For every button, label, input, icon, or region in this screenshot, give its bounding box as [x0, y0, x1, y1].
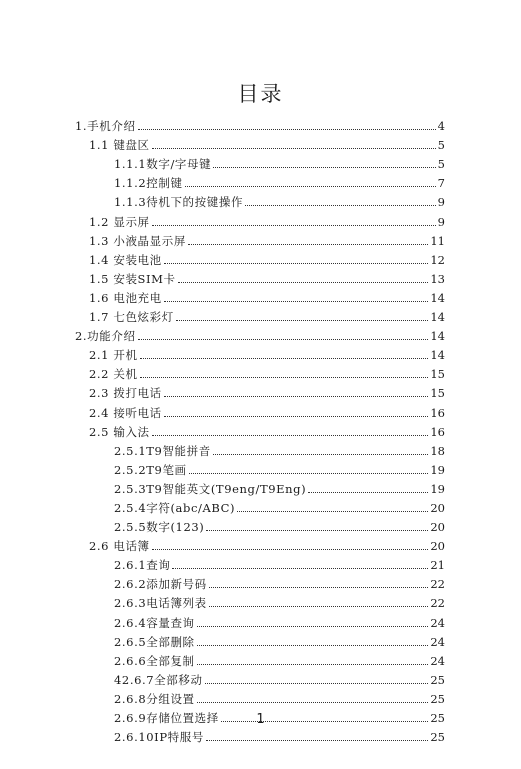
dot-leader	[213, 167, 435, 168]
dot-leader	[138, 129, 436, 130]
toc-entry-label: 2.6.4容量查询	[114, 615, 195, 630]
toc-entry[interactable]	[0, 515, 521, 534]
toc-entry-label: 1.2 显示屏	[89, 214, 150, 229]
toc-entry-page: 24	[430, 615, 445, 630]
toc-entry-label: 2.5 输入法	[89, 424, 150, 439]
toc-entry-page: 21	[430, 558, 445, 573]
toc-entry-page: 14	[430, 290, 445, 305]
toc-entry[interactable]	[0, 229, 521, 248]
toc-entry[interactable]	[0, 209, 521, 228]
toc-entry-label: 1.手机介绍	[75, 119, 136, 134]
toc-entry[interactable]	[0, 668, 521, 687]
table-of-contents	[0, 114, 521, 744]
toc-entry-page: 14	[430, 310, 445, 325]
dot-leader	[209, 587, 429, 588]
toc-entry-label: 2.1 开机	[89, 348, 138, 363]
dot-leader	[206, 530, 428, 531]
toc-entry[interactable]	[0, 362, 521, 381]
toc-entry[interactable]	[0, 171, 521, 190]
toc-entry-page: 16	[430, 424, 445, 439]
toc-entry[interactable]	[0, 248, 521, 267]
toc-entry-page: 24	[430, 653, 445, 668]
toc-entry[interactable]	[0, 649, 521, 668]
toc-entry[interactable]	[0, 381, 521, 400]
toc-entry-page: 5	[437, 157, 445, 172]
toc-entry[interactable]	[0, 477, 521, 496]
dot-leader	[176, 320, 429, 321]
toc-entry-page: 25	[430, 730, 445, 745]
toc-entry[interactable]	[0, 439, 521, 458]
toc-entry-page: 20	[430, 500, 445, 515]
dot-leader	[197, 645, 429, 646]
toc-entry-label: 1.1 键盘区	[89, 138, 150, 153]
toc-entry-label: 2.6.8分组设置	[114, 691, 195, 706]
toc-entry[interactable]	[0, 190, 521, 209]
toc-entry[interactable]	[0, 420, 521, 439]
toc-entry-label: 2.5.5数字(123)	[114, 520, 205, 535]
toc-entry[interactable]	[0, 343, 521, 362]
dot-leader	[164, 416, 429, 417]
toc-entry-label: 2.5.3T9智能英文(T9eng/T9Eng)	[114, 481, 307, 496]
toc-entry[interactable]	[0, 553, 521, 572]
toc-entry-page: 12	[430, 252, 445, 267]
page-number: 1	[256, 712, 265, 727]
dot-leader	[197, 702, 429, 703]
dot-leader	[140, 358, 429, 359]
dot-leader	[164, 263, 429, 264]
dot-leader	[213, 454, 429, 455]
toc-entry-label: 2.4 接听电话	[89, 405, 162, 420]
toc-entry-label: 1.5 安装SIM卡	[89, 271, 176, 286]
toc-entry[interactable]	[0, 496, 521, 515]
dot-leader	[245, 205, 436, 206]
toc-entry[interactable]	[0, 725, 521, 744]
toc-entry-label: 2.5.1T9智能拼音	[114, 443, 211, 458]
dot-leader	[206, 740, 428, 741]
toc-entry-label: 2.5.2T9笔画	[114, 462, 187, 477]
toc-entry-page: 5	[437, 138, 445, 153]
toc-entry[interactable]	[0, 572, 521, 591]
toc-entry-page: 11	[430, 233, 445, 248]
toc-entry-page: 14	[430, 329, 445, 344]
toc-entry-label: 2.6.3电话簿列表	[114, 596, 207, 611]
dot-leader	[197, 664, 429, 665]
toc-entry-label: 2.6.10IP特服号	[114, 730, 204, 745]
toc-entry[interactable]	[0, 400, 521, 419]
toc-entry-page: 22	[430, 577, 445, 592]
toc-entry-page: 25	[430, 672, 445, 687]
toc-entry[interactable]	[0, 305, 521, 324]
toc-entry-label: 1.1.1数字/字母键	[114, 157, 212, 172]
toc-entry-label: 2.6.1查询	[114, 558, 171, 573]
toc-entry-label: 2.功能介绍	[75, 329, 136, 344]
dot-leader	[178, 282, 429, 283]
toc-entry[interactable]	[0, 267, 521, 286]
page-title: 目录	[237, 82, 284, 106]
toc-entry[interactable]	[0, 114, 521, 133]
dot-leader	[138, 339, 429, 340]
toc-entry[interactable]	[0, 324, 521, 343]
toc-entry-label: 1.6 电池充电	[89, 290, 162, 305]
toc-entry-label: 1.1.3待机下的按键操作	[114, 195, 244, 210]
toc-entry-label: 1.3 小液晶显示屏	[89, 233, 186, 248]
dot-leader	[164, 396, 429, 397]
toc-entry[interactable]	[0, 286, 521, 305]
dot-leader	[185, 186, 436, 187]
toc-entry-page: 15	[430, 367, 445, 382]
toc-entry[interactable]	[0, 630, 521, 649]
toc-entry-label: 1.1.2控制键	[114, 176, 183, 191]
toc-entry-label: 1.4 安装电池	[89, 252, 162, 267]
toc-entry-label: 2.2 关机	[89, 367, 138, 382]
dot-leader	[197, 626, 429, 627]
toc-entry-page: 16	[430, 405, 445, 420]
dot-leader	[188, 244, 428, 245]
toc-entry-page: 24	[430, 634, 445, 649]
toc-entry-page: 25	[430, 691, 445, 706]
toc-entry-label: 2.6.2添加新号码	[114, 577, 207, 592]
dot-leader	[205, 683, 429, 684]
toc-entry-page: 9	[437, 214, 445, 229]
toc-entry[interactable]	[0, 591, 521, 610]
toc-entry-label: 1.7 七色炫彩灯	[89, 310, 174, 325]
toc-entry-page: 22	[430, 596, 445, 611]
toc-entry-page: 19	[430, 481, 445, 496]
toc-entry-label: 2.6 电话簿	[89, 539, 150, 554]
toc-entry-page: 13	[430, 271, 445, 286]
dot-leader	[152, 225, 436, 226]
toc-entry-page: 20	[430, 520, 445, 535]
dot-leader	[308, 492, 428, 493]
dot-leader	[152, 435, 429, 436]
dot-leader	[209, 606, 429, 607]
toc-entry-page: 20	[430, 539, 445, 554]
toc-entry[interactable]	[0, 152, 521, 171]
dot-leader	[237, 511, 428, 512]
toc-entry-page: 15	[430, 386, 445, 401]
dot-leader	[140, 377, 429, 378]
dot-leader	[172, 568, 428, 569]
toc-entry-label: 2.6.9存储位置选择	[114, 711, 219, 725]
toc-entry-page: 25	[430, 711, 445, 725]
toc-entry-page: 7	[437, 176, 445, 191]
toc-entry-page: 14	[430, 348, 445, 363]
toc-entry-label: 2.3 拨打电话	[89, 386, 162, 401]
toc-entry[interactable]	[0, 610, 521, 629]
dot-leader	[164, 301, 429, 302]
toc-entry-label: 42.6.7全部移动	[114, 672, 203, 687]
dot-leader	[152, 549, 429, 550]
dot-leader	[189, 473, 429, 474]
toc-entry-page: 19	[430, 462, 445, 477]
toc-entry-label: 2.6.5全部删除	[114, 634, 195, 649]
toc-entry[interactable]	[0, 534, 521, 553]
dot-leader	[152, 148, 436, 149]
toc-entry[interactable]	[0, 458, 521, 477]
toc-entry-page: 9	[437, 195, 445, 210]
toc-entry-page: 18	[430, 443, 445, 458]
toc-entry-label: 2.6.6全部复制	[114, 653, 195, 668]
toc-entry[interactable]	[0, 133, 521, 152]
toc-entry-label: 2.5.4字符(abc/ABC)	[114, 500, 236, 515]
toc-entry[interactable]	[0, 687, 521, 706]
toc-entry-page: 4	[437, 119, 445, 134]
